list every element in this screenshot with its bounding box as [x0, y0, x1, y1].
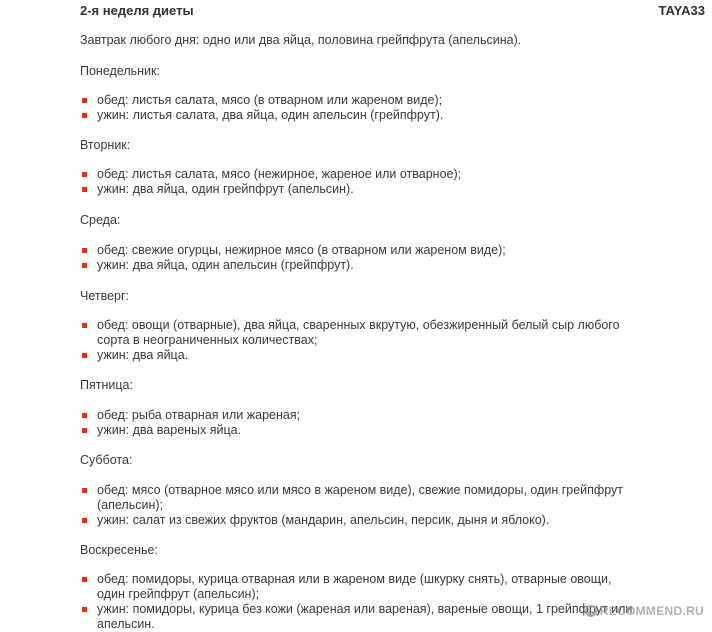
list-item: ужин: два яйца, один грейпфрут (апельсин).: [80, 182, 640, 197]
meal-list-saturday: [80, 483, 640, 528]
bullet-icon: [82, 577, 87, 582]
list-item: обед: свежие огурцы, нежирное мясо (в отварном или жареном виде);: [80, 243, 640, 258]
day-heading-friday: Пятница:: [80, 378, 133, 392]
list-item: обед: листья салата, мясо (в отварном или жареном виде);: [80, 93, 640, 108]
list-item: ужин: два вареных яйца.: [80, 423, 640, 438]
list-item: ужин: листья салата, два яйца, один апельсин (грейпфрут).: [80, 108, 640, 123]
bullet-icon: [82, 413, 87, 418]
list-item: обед: мясо (отварное мясо или мясо в жареном виде), свежие помидоры, один грейпфрут (апельсин);: [80, 483, 640, 513]
watermark-text: RECOMMEND.RU: [599, 604, 704, 618]
bullet-icon: [82, 488, 87, 493]
page-title: 2-я неделя диеты: [80, 3, 194, 18]
day-heading-saturday: Суббота:: [80, 453, 133, 467]
day-heading-tuesday: Вторник:: [80, 138, 131, 152]
list-item: обед: листья салата, мясо (нежирное, жареное или отварное);: [80, 167, 640, 182]
bullet-icon: [82, 113, 87, 118]
list-item: обед: овощи (отварные), два яйца, сваренных вкрутую, обезжиренный белый сыр любого сорта в неограниченных количествах;: [80, 318, 640, 348]
bullet-icon: [82, 187, 87, 192]
bullet-icon: [82, 353, 87, 358]
list-item: обед: рыба отварная или жареная;: [80, 408, 640, 423]
list-item: ужин: помидоры, курица без кожи (жареная или вареная), вареные овощи, 1 грейпфрут или апельсин.: [80, 602, 640, 632]
bullet-icon: [82, 98, 87, 103]
day-heading-wednesday: Среда:: [80, 213, 121, 227]
day-heading-monday: Понедельник:: [80, 64, 160, 78]
meal-list-thursday: [80, 318, 640, 363]
meal-list-tuesday: [80, 167, 640, 197]
list-item: обед: помидоры, курица отварная или в жареном виде (шкурку снять), отварные овощи, один грейпфрут (апельсин);: [80, 572, 640, 602]
day-heading-sunday: Воскресенье:: [80, 543, 158, 557]
bullet-icon: [82, 323, 87, 328]
bullet-icon: [82, 428, 87, 433]
list-item: ужин: два яйца, один апельсин (грейпфрут).: [80, 258, 640, 273]
meal-list-wednesday: [80, 243, 640, 273]
username-label: TAYA33: [658, 3, 705, 18]
checkmark-icon: [585, 605, 597, 617]
day-heading-thursday: Четверг:: [80, 289, 130, 303]
breakfast-intro: Завтрак любого дня: одно или два яйца, половина грейпфрута (апельсина).: [80, 33, 522, 47]
bullet-icon: [82, 263, 87, 268]
bullet-icon: [82, 607, 87, 612]
bullet-icon: [82, 172, 87, 177]
meal-list-friday: [80, 408, 640, 438]
watermark: [585, 604, 704, 618]
list-item: ужин: два яйца.: [80, 348, 640, 363]
list-item: ужин: салат из свежих фруктов (мандарин, апельсин, персик, дыня и яблоко).: [80, 513, 640, 528]
meal-list-monday: [80, 93, 640, 123]
bullet-icon: [82, 248, 87, 253]
meal-list-sunday: [80, 572, 640, 632]
bullet-icon: [82, 518, 87, 523]
